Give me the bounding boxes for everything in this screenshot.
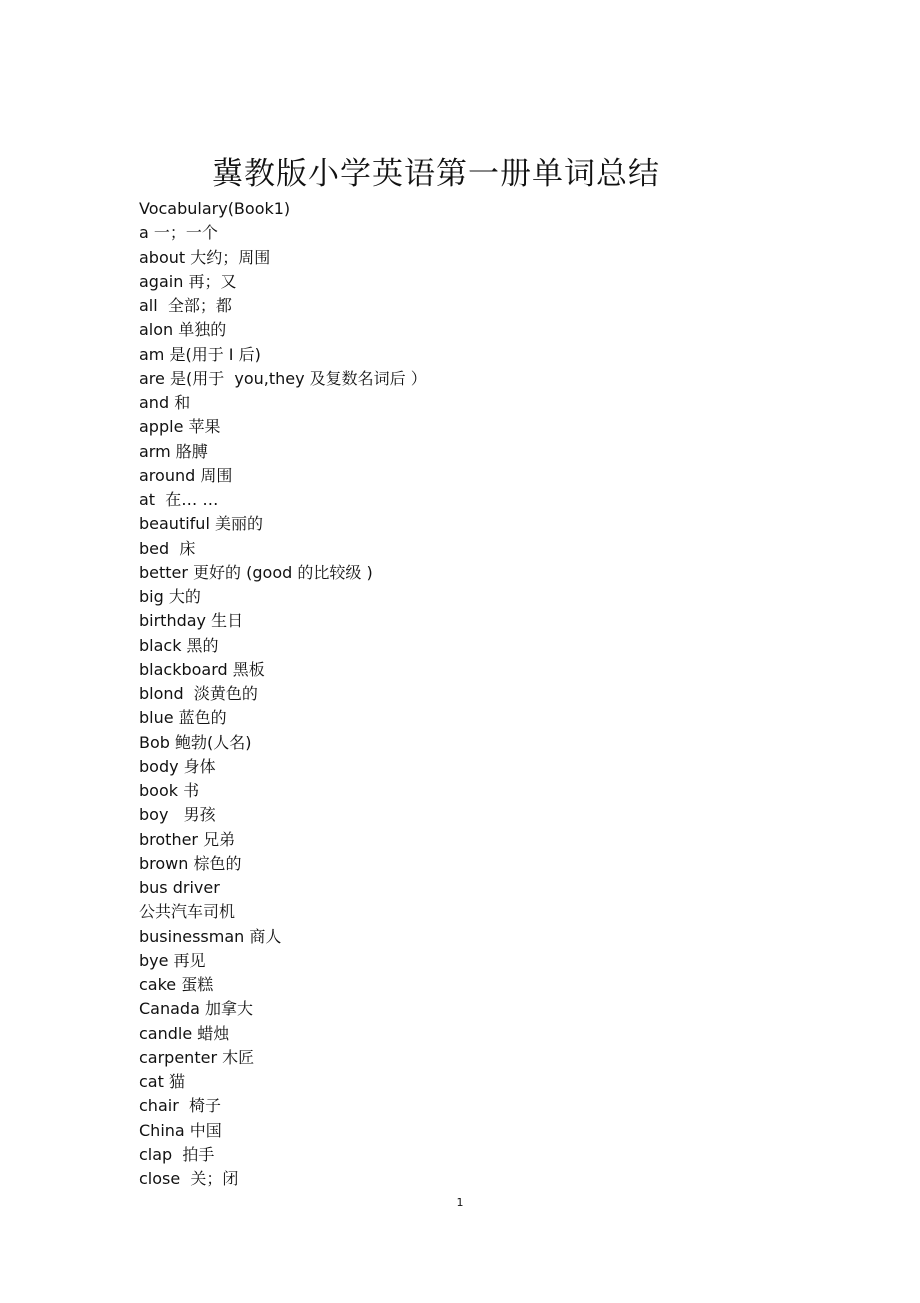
vocab-line: brother 兄弟 (139, 829, 236, 849)
vocab-line: candle 蜡烛 (139, 1023, 230, 1043)
vocab-line: apple 苹果 (139, 417, 221, 437)
vocab-line: blackboard 黑板 (139, 659, 265, 679)
vocab-line: bus driver (139, 878, 220, 897)
vocab-line: bye 再见 (139, 950, 206, 970)
vocab-line: bed 床 (139, 538, 196, 558)
vocab-line: beautiful 美丽的 (139, 514, 263, 534)
vocab-line: birthday 生日 (139, 611, 244, 631)
vocab-line: cat 猫 (139, 1072, 185, 1091)
vocab-line: big 大的 (139, 587, 201, 606)
vocab-line: are 是(用于 you,they 及复数名词后 ） (139, 368, 427, 388)
vocab-line: Canada 加拿大 (139, 999, 253, 1019)
vocab-line: am 是(用于 I 后) (139, 344, 261, 364)
vocab-line: around 周围 (139, 465, 233, 485)
page-number: 1 (456, 1196, 464, 1209)
vocab-line: close 关；闭 (139, 1169, 239, 1188)
vocab-line: 公共汽车司机 (139, 902, 236, 922)
vocab-line: brown 棕色的 (139, 853, 242, 873)
vocab-line: Bob 鲍勃(人名) (139, 732, 252, 752)
vocab-line: and 和 (139, 393, 191, 412)
vocab-line: better 更好的 (good 的比较级 ) (139, 562, 373, 582)
vocab-line: again 再；又 (139, 271, 237, 291)
vocab-line: alon 单独的 (139, 320, 227, 340)
vocab-line: book 书 (139, 781, 200, 800)
vocab-line: about 大约；周围 (139, 247, 271, 267)
vocab-line: arm 胳膊 (139, 441, 208, 461)
vocab-line: body 身体 (139, 756, 216, 776)
vocab-line: carpenter 木匠 (139, 1047, 255, 1067)
vocab-line: blond 淡黄色的 (139, 684, 258, 703)
vocab-line: a 一；一个 (139, 223, 218, 243)
vocab-line: black 黑的 (139, 635, 219, 655)
vocab-line: clap 拍手 (139, 1144, 215, 1164)
vocab-line: chair 椅子 (139, 1096, 221, 1116)
vocab-line: Vocabulary(Book1) (139, 199, 291, 218)
vocab-line: China 中国 (139, 1120, 222, 1140)
vocab-line: boy 男孩 (139, 805, 216, 825)
vocab-line: all 全部；都 (139, 296, 232, 315)
vocab-line: at 在… … (139, 490, 219, 509)
document-title: 冀教版小学英语第一册单词总结 (212, 156, 660, 192)
vocabulary-list (139, 197, 427, 1191)
vocab-line: businessman 商人 (139, 926, 282, 946)
vocab-line: cake 蛋糕 (139, 975, 214, 994)
vocab-line: blue 蓝色的 (139, 708, 227, 728)
